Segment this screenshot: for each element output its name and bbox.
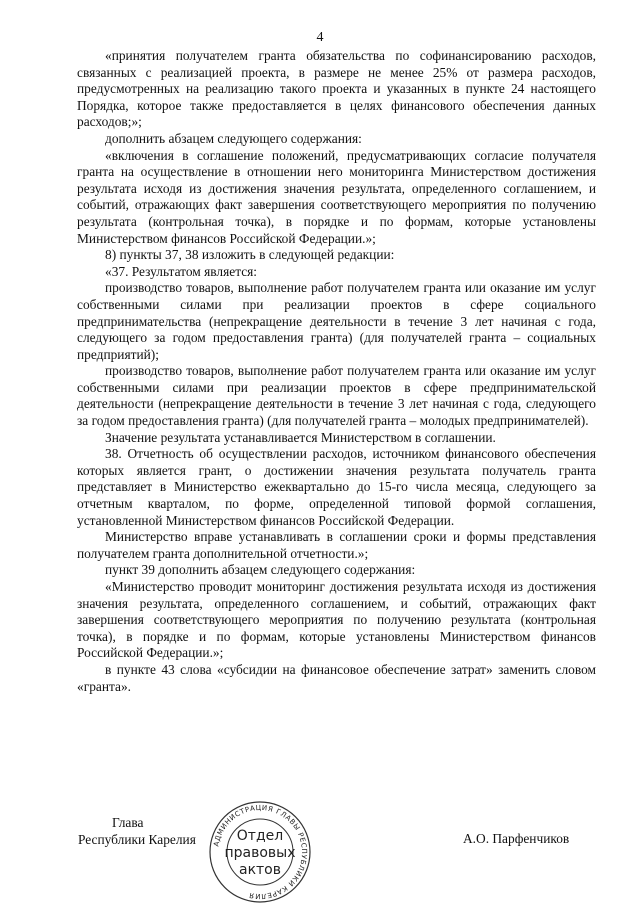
paragraph: Значение результата устанавливается Министерством в соглашении.	[105, 429, 496, 445]
stamp-line3: актов	[238, 862, 282, 878]
stamp-ring-textpath: АДМИНИСТРАЦИЯ ГЛАВЫ РЕСПУБЛИКИ КАРЕЛИЯ	[212, 803, 309, 901]
signature-block	[0, 800, 640, 900]
stamp-line1: Отдел	[236, 828, 284, 844]
stamp-line2: правовых	[224, 845, 296, 861]
paragraph: пункт 39 дополнить абзацем следующего содержания:	[105, 562, 416, 578]
paragraph: 8) пункты 37, 38 изложить в следующей редакции:	[105, 247, 395, 263]
signatory-name: А.О. Парфенчиков	[463, 831, 570, 846]
signatory-title-line2: Республики Карелия	[78, 832, 196, 847]
legal-department-stamp	[196, 800, 324, 904]
signatory-title	[78, 814, 196, 848]
paragraph: производство товаров, выполнение работ получателем гранта или оказание им услуг собственными силами при реализации проектов в сфере социального предпринимательства (непрекращение деятельности в течение 3 лет начиная с года, следующего за годом предоставления гранта) (для получателей гранта – социальных предприятий);	[77, 280, 596, 362]
paragraph: дополнить абзацем следующего содержания:	[105, 130, 362, 146]
page-number: 4	[316, 30, 324, 45]
paragraph: «включения в соглашение положений, предусматривающих согласие получателя гранта на осуществление в отношении него мониторинга Министерством достижения результата исходя из достижения значения результата, определенного соглашением, и событий, отражающих факт завершения соответствующего мероприятия по получению результата (контрольная точка), в порядке и по формам, которые установлены Министерством финансов Российской Федерации.»;	[77, 147, 596, 246]
paragraph: «37. Результатом является:	[105, 263, 258, 279]
signatory-title-line1: Глава	[112, 815, 144, 830]
document-body	[77, 48, 596, 695]
paragraph: производство товаров, выполнение работ получателем гранта или оказание им услуг собственными силами при реализации проектов в сфере предпринимательской деятельности (непрекращение деятельности в течение 3 лет начиная с года, следующего за годом предоставления гранта) (для получателей гранта – молодых предпринимателей).	[77, 363, 596, 429]
paragraph: в пункте 43 слова «субсидии на финансовое обеспечение затрат» заменить словом «гранта».	[77, 661, 596, 694]
paragraph: Министерство вправе устанавливать в соглашении сроки и формы представления получателем гранта дополнительной отчетности.»;	[77, 529, 596, 561]
paragraph: 38. Отчетность об осуществлении расходов, источником финансового обеспечения которых является грант, о достижении значения результата получатель гранта представляет в Министерство ежеквартально до 15-го числа месяца, следующего за отчетным кварталом, по форме, определенной типовой формой соглашения, установленной Министерством финансов Российской Федерации.	[77, 446, 596, 528]
paragraph: «Министерство проводит мониторинг достижения результата исходя из достижения значения результата, определенного соглашением, и событий, отражающих факт завершения соответствующего мероприятия по получению результата (контрольная точка), в порядке и по формам, которые установлены Министерством финансов Российской Федерации.»;	[77, 579, 596, 661]
paragraph: «принятия получателем гранта обязательства по софинансированию расходов, связанных с реализацией проекта, в размере не менее 25% от размера расходов, предусмотренных на реализацию такого проекта и указанных в пункте 24 настоящего Порядка, которое также предоставляется в целях финансового обеспечения данных расходов;»;	[77, 48, 596, 130]
